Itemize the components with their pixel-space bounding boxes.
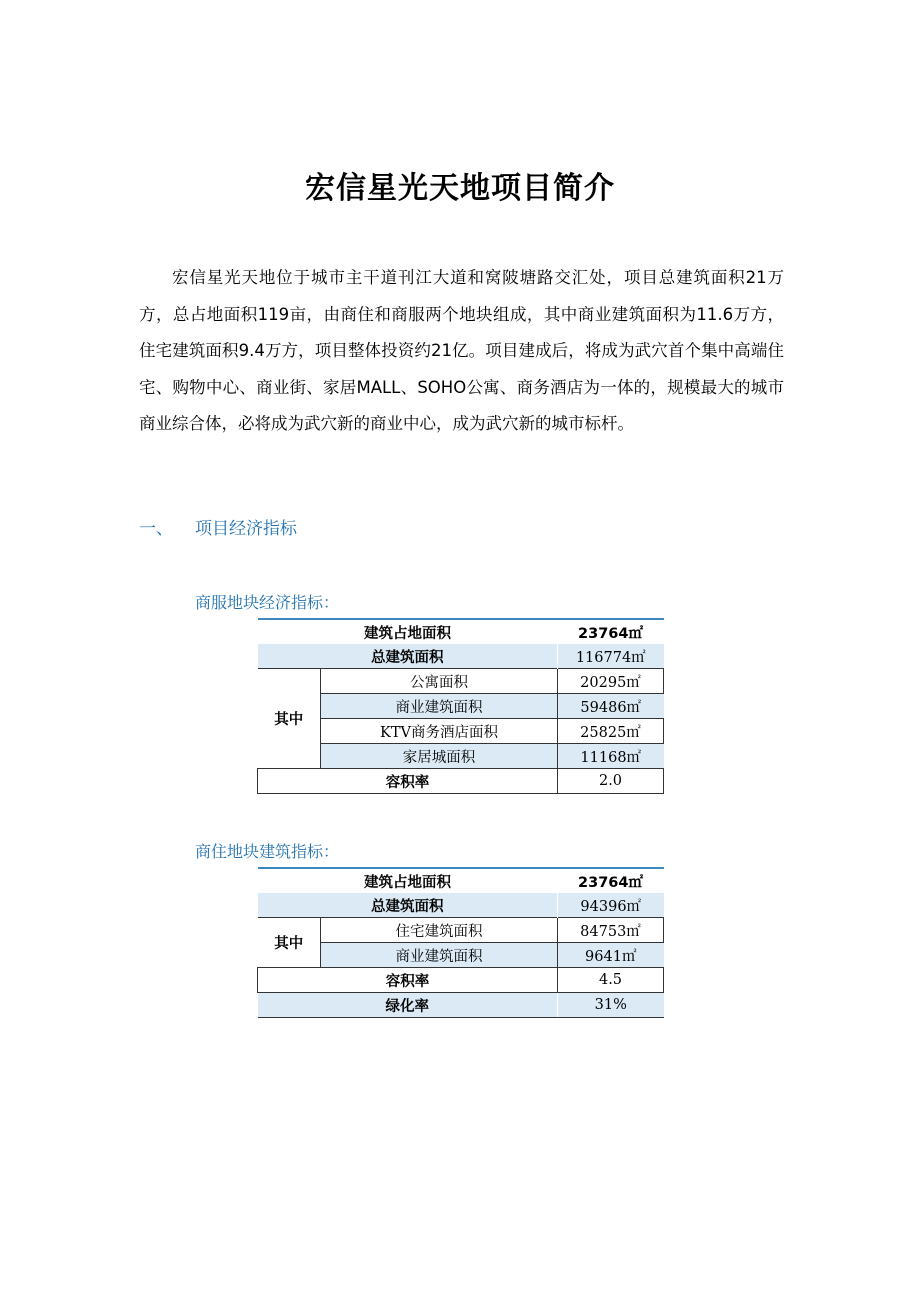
item-label: 住宅建筑面积	[321, 918, 558, 943]
item-value: 11168㎡	[558, 744, 664, 769]
land-area-label: 建筑占地面积	[258, 868, 558, 893]
table-row	[258, 644, 664, 669]
section-title: 项目经济指标	[195, 519, 297, 539]
section-heading	[139, 514, 297, 539]
commercial-table	[257, 618, 664, 794]
table-row	[258, 918, 664, 943]
item-value: 9641㎡	[558, 943, 664, 968]
far-value: 2.0	[558, 769, 664, 794]
land-area-value: 23764㎡	[558, 868, 664, 893]
far-value: 4.5	[558, 968, 664, 993]
total-area-label: 总建筑面积	[258, 644, 558, 669]
section-number: 一、	[139, 519, 173, 539]
group-label: 其中	[258, 669, 321, 769]
table-row	[258, 993, 664, 1018]
table-row	[258, 868, 664, 893]
total-area-value: 94396㎡	[558, 893, 664, 918]
item-value: 84753㎡	[558, 918, 664, 943]
item-value: 59486㎡	[558, 694, 664, 719]
residential-heading: 商住地块建筑指标：	[195, 842, 340, 861]
land-area-label: 建筑占地面积	[258, 619, 558, 644]
total-area-value: 116774㎡	[558, 644, 664, 669]
table-row	[258, 769, 664, 794]
item-value: 25825㎡	[558, 719, 664, 744]
item-label: KTV商务酒店面积	[321, 719, 558, 744]
green-value: 31%	[558, 993, 664, 1018]
table-row	[258, 669, 664, 694]
far-label: 容积率	[258, 968, 558, 993]
commercial-heading: 商服地块经济指标：	[195, 593, 340, 612]
far-label: 容积率	[258, 769, 558, 794]
table-row	[258, 893, 664, 918]
item-label: 商业建筑面积	[321, 943, 558, 968]
intro-paragraph: 宏信星光天地位于城市主干道刊江大道和窝陂塘路交汇处，项目总建筑面积21万方，总占地面积119亩，由商住和商服两个地块组成，其中商业建筑面积为11.6万方，住宅建筑面积9.4万方，项目整体投资约21亿。项目建成后，将成为武穴首个集中高端住宅、购物中心、商业街、家居MALL、SOHO公寓、商务酒店为一体的，规模最大的城市商业综合体，必将成为武穴新的商业中心，成为武穴新的城市标杆。	[139, 268, 784, 433]
group-label: 其中	[258, 918, 321, 968]
item-label: 公寓面积	[321, 669, 558, 694]
land-area-value: 23764㎡	[558, 619, 664, 644]
page-title: 宏信星光天地项目简介	[305, 171, 615, 206]
green-label: 绿化率	[258, 993, 558, 1018]
table-row	[258, 619, 664, 644]
residential-table	[257, 867, 664, 1018]
table-row	[258, 968, 664, 993]
item-label: 家居城面积	[321, 744, 558, 769]
total-area-label: 总建筑面积	[258, 893, 558, 918]
item-label: 商业建筑面积	[321, 694, 558, 719]
item-value: 20295㎡	[558, 669, 664, 694]
